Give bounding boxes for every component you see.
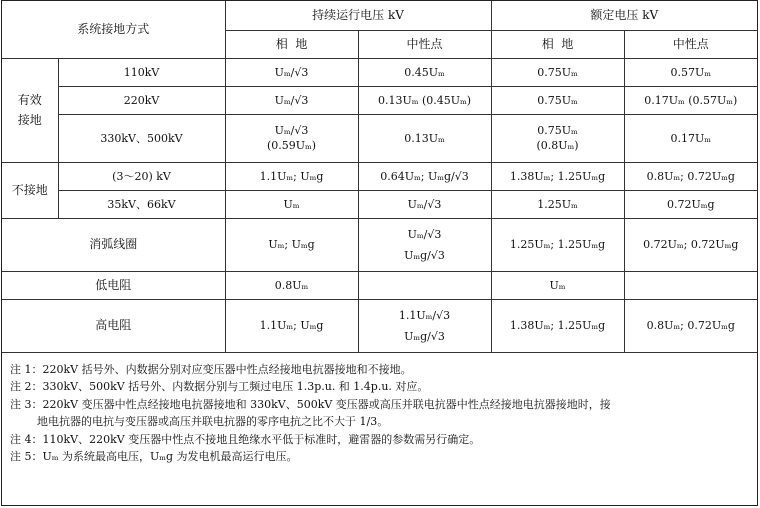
cell-line: 0.75Uₘ bbox=[537, 124, 578, 137]
cell-rated-pg: 1.38Uₘ; 1.25Uₘg bbox=[491, 162, 624, 190]
header-rated-voltage: 额定电压 kV bbox=[491, 1, 757, 30]
cell-cont-pg: Uₘ; Uₘg bbox=[225, 218, 358, 271]
header-neutral-continuous: 中性点 bbox=[358, 30, 491, 58]
cell-rated-n: 0.72Uₘg bbox=[624, 190, 757, 218]
cell-line: Uₘ/√3 bbox=[274, 124, 309, 137]
note-1: 注 1：220kV 括号外、内数据分别对应变压器中性点经接地电抗器接地和不接地。 bbox=[10, 362, 412, 376]
cell-cont-n: 0.45Uₘ bbox=[358, 58, 491, 86]
cell-cont-n: 0.13Uₘ bbox=[358, 114, 491, 162]
row-label: (3～20) kV bbox=[58, 162, 225, 190]
note-3: 注 3：220kV 变压器中性点经接地电抗器接地和 330kV、500kV 变压器或高压并联电抗器中性点经接地电抗器接地时，接 bbox=[10, 397, 611, 411]
cell-line: 1.1Uₘ/√3 bbox=[398, 308, 451, 322]
notes-section bbox=[2, 353, 757, 466]
note-3-continued: 地电抗器的电抗与变压器或高压并联电抗器的零序电抗之比不大于 1/3。 bbox=[37, 415, 389, 428]
cell-line: (0.8Uₘ) bbox=[536, 139, 579, 152]
cell-line: Uₘ/√3 bbox=[407, 227, 442, 241]
cell-rated-n: 0.8Uₘ; 0.72Uₘg bbox=[624, 299, 757, 352]
cell-rated-pg: 1.25Uₘ; 1.25Uₘg bbox=[491, 218, 624, 271]
cell-cont-pg bbox=[225, 114, 358, 162]
group-non-grounded: 不接地 bbox=[2, 162, 58, 218]
cell-rated-pg: Uₘ bbox=[491, 271, 624, 299]
row-label: 35kV、66kV bbox=[58, 190, 225, 218]
cell-cont-n: 0.64Uₘ; Uₘg/√3 bbox=[358, 162, 491, 190]
header-continuous-voltage: 持续运行电压 kV bbox=[225, 1, 491, 30]
cell-rated-n: 0.17Uₘ (0.57Uₘ) bbox=[624, 86, 757, 114]
cell-line: Uₘg/√3 bbox=[404, 329, 445, 343]
cell-cont-n bbox=[358, 271, 491, 299]
note-2: 注 2：330kV、500kV 括号外、内数据分别与工频过电压 1.3p.u. 和 1.4p.u. 对应。 bbox=[10, 380, 429, 393]
header-phase-ground-continuous: 相 地 bbox=[225, 30, 358, 58]
header-phase-ground-rated: 相 地 bbox=[491, 30, 624, 58]
note-4: 注 4：110kV、220kV 变压器中性点不接地且绝缘水平低于标准时，避雷器的参数需另行确定。 bbox=[10, 432, 481, 446]
cell-cont-n bbox=[358, 218, 491, 271]
row-label: 110kV bbox=[58, 58, 225, 86]
cell-cont-pg: 1.1Uₘ; Uₘg bbox=[225, 299, 358, 352]
header-neutral-rated: 中性点 bbox=[624, 30, 757, 58]
arrester-parameter-table bbox=[1, 0, 758, 506]
cell-cont-pg: 0.8Uₘ bbox=[225, 271, 358, 299]
cell-rated-n bbox=[624, 271, 757, 299]
cell-cont-n bbox=[358, 299, 491, 352]
cell-rated-pg bbox=[491, 114, 624, 162]
cell-rated-n: 0.8Uₘ; 0.72Uₘg bbox=[624, 162, 757, 190]
group-effective-grounding: 有效 接地 bbox=[2, 58, 58, 162]
cell-rated-pg: 0.75Uₘ bbox=[491, 86, 624, 114]
cell-cont-pg: Uₘ/√3 bbox=[225, 86, 358, 114]
cell-rated-n: 0.57Uₘ bbox=[624, 58, 757, 86]
cell-line: Uₘg/√3 bbox=[404, 248, 445, 262]
row-label: 高电阻 bbox=[2, 299, 225, 352]
cell-rated-pg: 0.75Uₘ bbox=[491, 58, 624, 86]
cell-cont-pg: 1.1Uₘ; Uₘg bbox=[225, 162, 358, 190]
cell-cont-n: 0.13Uₘ (0.45Uₘ) bbox=[358, 86, 491, 114]
row-label: 低电阻 bbox=[2, 271, 225, 299]
note-5: 注 5：Uₘ 为系统最高电压，Uₘg 为发电机最高运行电压。 bbox=[10, 450, 298, 463]
cell-line: (0.59Uₘ) bbox=[266, 139, 317, 152]
cell-rated-pg: 1.38Uₘ; 1.25Uₘg bbox=[491, 299, 624, 352]
row-label: 330kV、500kV bbox=[58, 114, 225, 162]
cell-cont-n: Uₘ/√3 bbox=[358, 190, 491, 218]
row-label: 消弧线圈 bbox=[2, 218, 225, 271]
cell-rated-n: 0.17Uₘ bbox=[624, 114, 757, 162]
cell-cont-pg: Uₘ/√3 bbox=[225, 58, 358, 86]
cell-rated-pg: 1.25Uₘ bbox=[491, 190, 624, 218]
cell-cont-pg: Uₘ bbox=[225, 190, 358, 218]
cell-rated-n: 0.72Uₘ; 0.72Uₘg bbox=[624, 218, 757, 271]
header-grounding-method: 系统接地方式 bbox=[2, 1, 225, 58]
voltage-table bbox=[2, 1, 757, 353]
row-label: 220kV bbox=[58, 86, 225, 114]
